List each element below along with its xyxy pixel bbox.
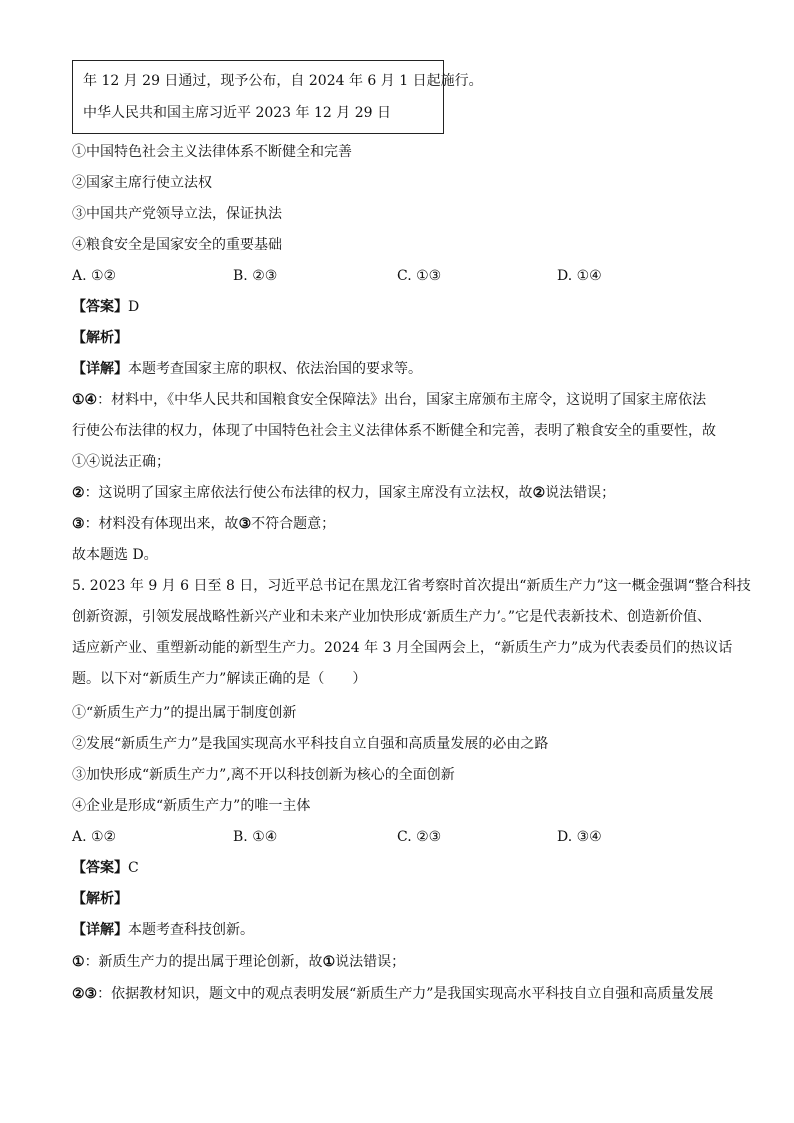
q5-item-1: ①“新质生产力”的提出属于制度创新 bbox=[72, 705, 297, 721]
q4-item-1: ①中国特色社会主义法律体系不断健全和完善 bbox=[72, 144, 352, 160]
q4-option-c: C. ①③ bbox=[397, 268, 442, 284]
q5-detail: 【详解】本题考查科技创新。 bbox=[72, 922, 254, 938]
q5-option-a: A. ①② bbox=[72, 829, 117, 845]
q4-option-a: A. ①② bbox=[72, 268, 117, 284]
q4-item-3: ③中国共产党领导立法，保证执法 bbox=[72, 206, 282, 222]
q5-option-d: D. ③④ bbox=[557, 829, 602, 845]
law-excerpt-line: 年 12 月 29 日通过，现予公布，自 2024 年 6 月 1 日起施行。 bbox=[83, 73, 483, 89]
law-excerpt-signature: 中华人民共和国主席习近平 2023 年 12 月 29 日 bbox=[83, 105, 391, 121]
q4-item-2: ②国家主席行使立法权 bbox=[72, 175, 212, 191]
answer-value: D bbox=[128, 299, 140, 315]
q5-answer: 【答案】C bbox=[72, 860, 139, 876]
q4-explain-1-line-1: ①④：材料中，《中华人民共和国粮食安全保障法》出台，国家主席颁布主席令，这说明了国家主席依法 bbox=[72, 392, 707, 408]
q4-option-b: B. ②③ bbox=[233, 268, 278, 284]
q5-item-2: ②发展“新质生产力”是我国实现高水平科技自立自强和高质量发展的必由之路 bbox=[72, 736, 549, 752]
q5-item-3: ③加快形成“新质生产力”,离不开以科技创新为核心的全面创新 bbox=[72, 767, 455, 783]
law-excerpt-box bbox=[72, 60, 483, 134]
q5-option-c: C. ②③ bbox=[397, 829, 442, 845]
q4-explain-1-line-2: 行使公布法律的权力，体现了中国特色社会主义法律体系不断健全和完善，表明了粮食安全的重要性，故 bbox=[72, 423, 716, 439]
q5-stem-line-3: 适应新产业、重塑新动能的新型生产力。2024 年 3 月全国两会上，“新质生产力”成为代表委员们的热议话 bbox=[72, 640, 733, 656]
q4-analysis-heading: 【解析】 bbox=[72, 330, 128, 346]
q4-explain-3: ③：材料没有体现出来，故③不符合题意； bbox=[72, 516, 336, 532]
q5-stem-line-4: 题。以下对“新质生产力”解读正确的是（ ） bbox=[72, 671, 367, 687]
q5-stem-line-1: 5. 2023 年 9 月 6 日至 8 日，习近平总书记在黑龙江省考察时首次提出“新质生产力”这一概金强调“整合科技 bbox=[72, 578, 751, 594]
q5-item-4: ④企业是形成“新质生产力”的唯一主体 bbox=[72, 798, 311, 814]
q4-conclusion: 故本题选 D。 bbox=[72, 547, 158, 563]
q4-detail: 【详解】本题考查国家主席的职权、依法治国的要求等。 bbox=[72, 361, 422, 377]
q5-explain-1: ①：新质生产力的提出属于理论创新，故①说法错误； bbox=[72, 954, 406, 970]
q4-answer bbox=[72, 297, 722, 317]
q5-stem-line-2: 创新资源，引领发展战略性新兴产业和未来产业加快形成‘新质生产力’。”它是代表新技术、创造新价值、 bbox=[72, 609, 712, 625]
q4-item-4: ④粮食安全是国家安全的重要基础 bbox=[72, 237, 282, 253]
q4-option-d: D. ①④ bbox=[557, 268, 602, 284]
q4-explain-1-line-3: ①④说法正确； bbox=[72, 454, 170, 470]
q5-explain-2: ②③：依据教材知识，题文中的观点表明发展“新质生产力”是我国实现高水平科技自立自强和高质量发展 bbox=[72, 986, 714, 1002]
q4-explain-2: ②：这说明了国家主席依法行使公布法律的权力，国家主席没有立法权，故②说法错误； bbox=[72, 485, 616, 501]
q5-analysis-heading: 【解析】 bbox=[72, 891, 128, 907]
q5-option-b: B. ①④ bbox=[233, 829, 278, 845]
answer-label: 【答案】 bbox=[72, 299, 128, 315]
